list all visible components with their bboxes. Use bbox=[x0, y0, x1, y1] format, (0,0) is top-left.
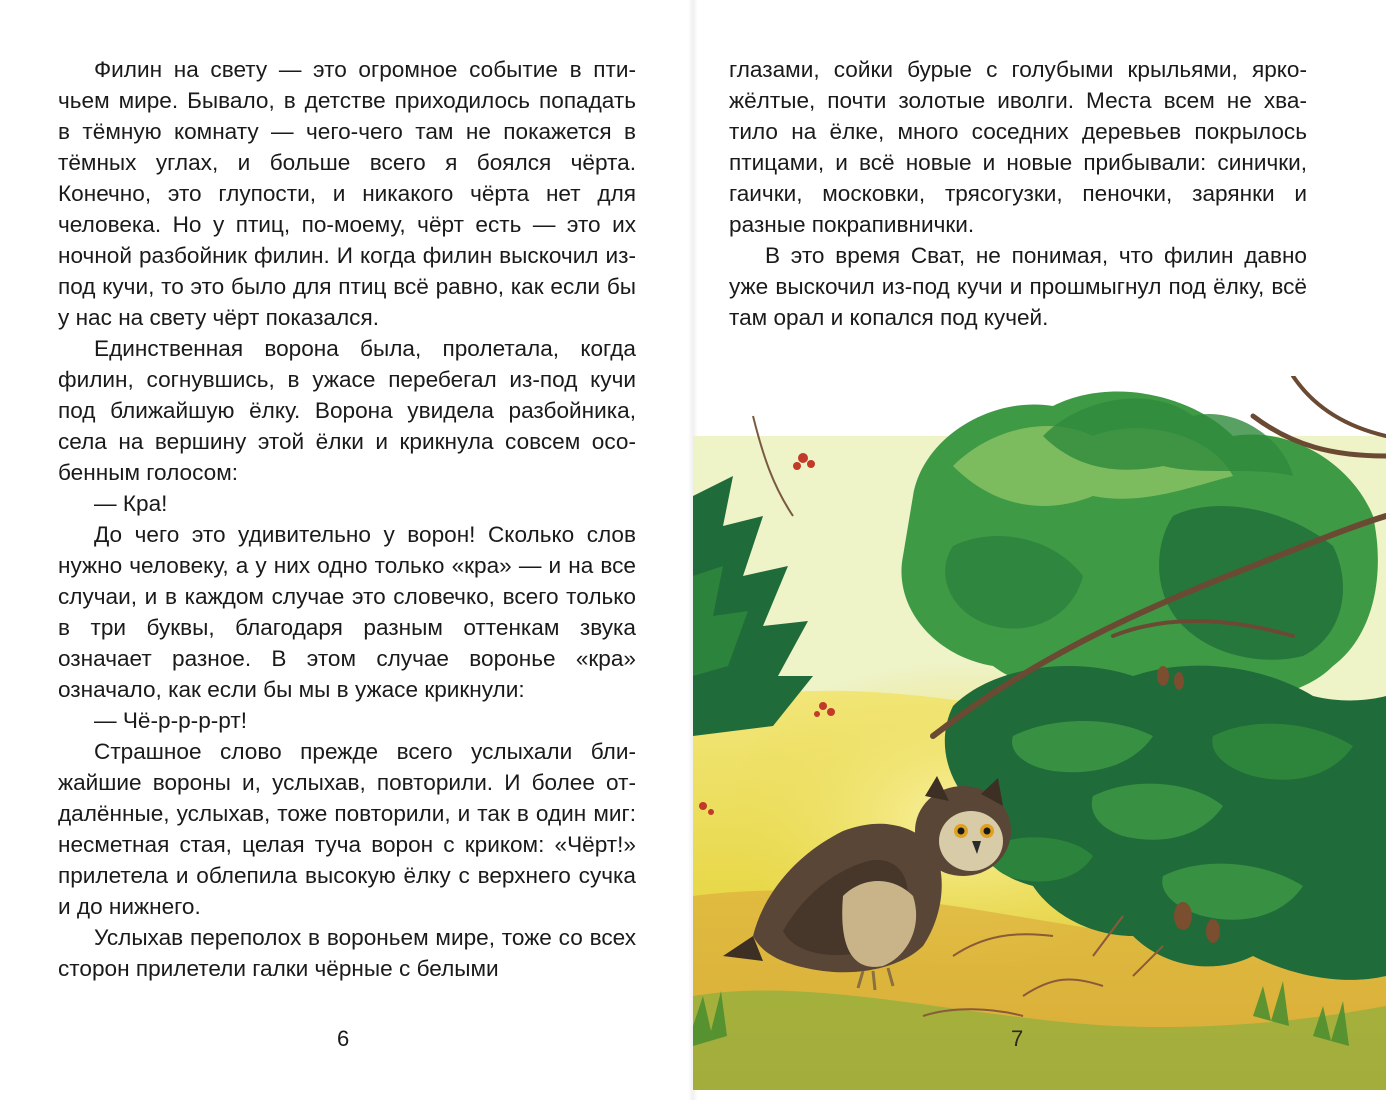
owl-forest-illustration bbox=[693, 376, 1386, 1090]
dialogue-line: — Кра! bbox=[94, 491, 168, 516]
page-number-left: 6 bbox=[337, 1026, 350, 1051]
paragraph-continuation: глазами, сойки бурые с голубыми крыльями, яркожёлтые, почти золотые иволги. Места всем не хватило на ёлке, много соседних деревьев покрылось птицами, и всё новые и новые прибывали: синички, гаички, московки, трясогузки, пеночки, зарянки и разные покрапивнички. bbox=[729, 57, 1307, 237]
dialogue-line: — Чё-р-р-р-рт! bbox=[94, 708, 247, 733]
paragraph: Страшное слово прежде всего услыхали ближайшие вороны и, услыхав, повторили. И более отдалённые, услыхав, тоже повторили, и так в один миг: несметная стая, целая туча ворон с криком: «Чёрт!» прилетела и облепила высокую ёлку с верхнего сучка и до нижнего. bbox=[58, 739, 636, 919]
page-number-right: 7 bbox=[1011, 1026, 1024, 1051]
right-page bbox=[693, 0, 1386, 1100]
paragraph: Единственная ворона была, пролетала, когда филин, согнувшись, в ужасе перебегал из-под кучи под ближайшую ёлку. Ворона увидела разбойника, села на вершину этой ёлки и крикнула совсем особенным голосом: bbox=[58, 336, 636, 485]
left-page-text bbox=[58, 54, 636, 984]
paragraph: В это время Сват, не понимая, что филин давно уже выскочил из-под кучи и прошмыгнул под ёлку, всё там орал и копался под кучей. bbox=[729, 243, 1307, 330]
right-page-text bbox=[729, 54, 1307, 333]
paragraph: Филин на свету — это огромное событие в птичьем мире. Бывало, в детстве приходилось попадать в тёмную комнату — чего-чего там не покажется в тёмных углах, и больше всего я боялся чёрта. Конечно, это глупости, и никакого чёрта нет для человека. Но у птиц, по-моему, чёрт есть — это их ночной разбойник филин. И когда филин выскочил из-под кучи, то это было для птиц всё равно, как если бы у нас на свету чёрт показался. bbox=[58, 57, 636, 330]
paragraph: До чего это удивительно у ворон! Сколько слов нужно человеку, а у них одно только «кра» — и на все случаи, и в каждом случае это словечко, всего только в три буквы, благодаря разным оттенкам звука означает разное. В этом случае воронье «кра» означало, как если бы мы в ужасе крикнули: bbox=[58, 522, 636, 702]
paragraph: Услыхав переполох в вороньем мире, тоже со всех сторон прилетели галки чёрные с белыми bbox=[58, 925, 636, 981]
